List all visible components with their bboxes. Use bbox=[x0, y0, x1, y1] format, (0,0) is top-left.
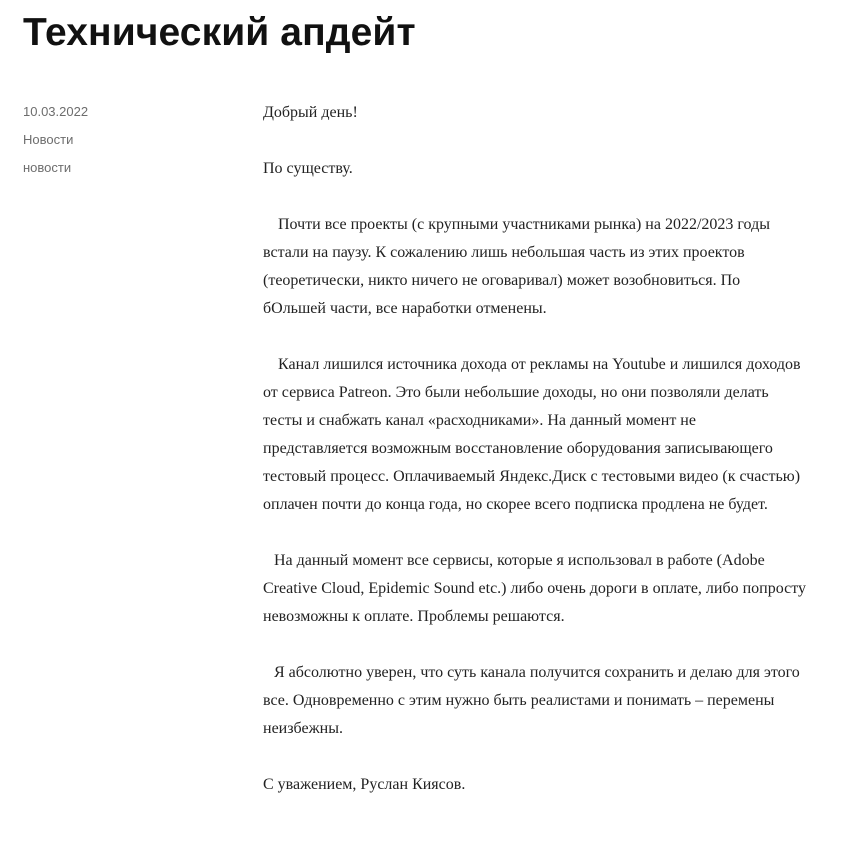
category-link[interactable]: Новости bbox=[23, 132, 74, 147]
post-meta bbox=[23, 102, 223, 186]
projects-paragraph: Почти все проекты (с крупными участниками рынка) на 2022/2023 годы встали на паузу. К сожалению лишь небольшая часть из этих проектов (теоретически, никто ничего не оговаривал) может возобновиться. По бОльшей части, все наработки отменены. bbox=[263, 216, 770, 317]
services-paragraph: На данный момент все сервисы, которые я использовал в работе (Adobe Creative Cloud, Epidemic Sound etc.) либо очень дороги в оплате, либо попросту невозможны к оплате. Проблемы решаются. bbox=[263, 552, 807, 625]
article-body bbox=[263, 99, 863, 827]
intro-paragraph: По существу. bbox=[263, 160, 353, 177]
greeting-paragraph: Добрый день! bbox=[263, 104, 358, 121]
tag-link[interactable]: новости bbox=[23, 160, 72, 175]
post-date: 10.03.2022 bbox=[23, 104, 89, 119]
channel-paragraph: Я абсолютно уверен, что суть канала получится сохранить и делаю для этого все. Одновременно с этим нужно быть реалистами и понимать – перемены неизбежны. bbox=[263, 664, 800, 737]
income-paragraph: Канал лишился источника дохода от рекламы на Youtube и лишился доходов от сервиса Patreon. Это были небольшие доходы, но они позволяли делать тесты и снабжать канал «расходниками». На данный момент не представляется возможным восстановление оборудования записывающего тестовый процесс. Оплачиваемый Яндекс.Диск с тестовыми видео (к счастью) оплачен почти до конца года, но скорее всего подписка продлена не будет. bbox=[263, 356, 801, 513]
page-title: Технический апдейт bbox=[23, 11, 416, 54]
signature-paragraph: С уважением, Руслан Киясов. bbox=[263, 776, 466, 793]
